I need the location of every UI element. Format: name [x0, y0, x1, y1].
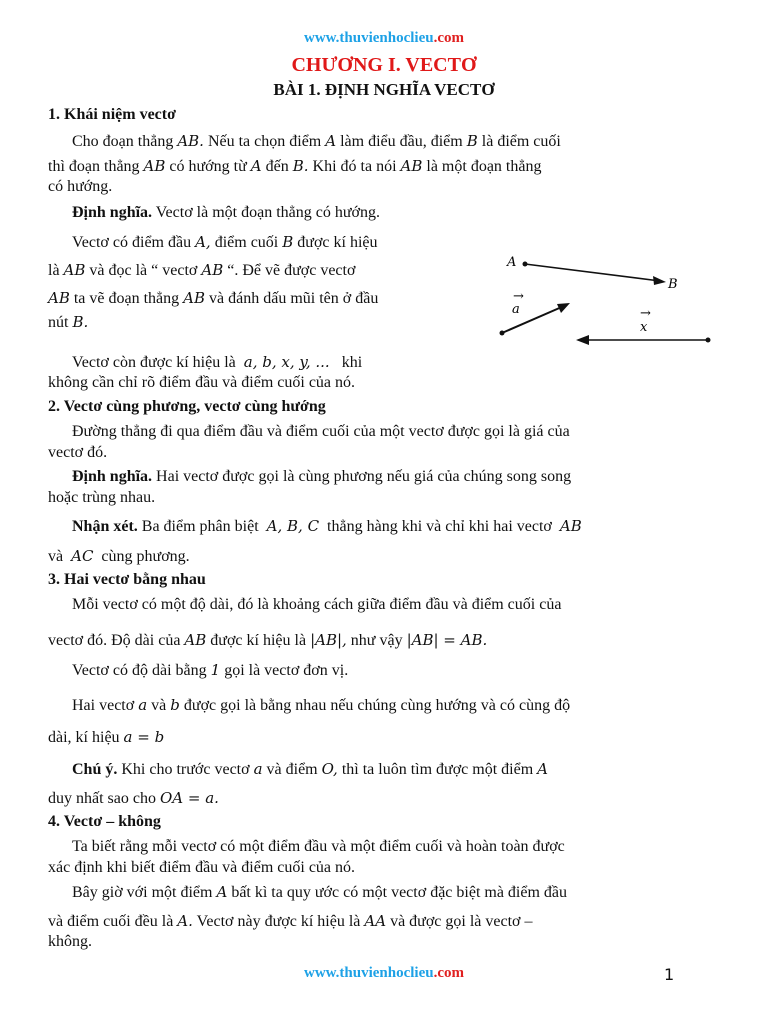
section-1-title: 1. Khái niệm vectơ — [48, 106, 176, 123]
lesson-title: BÀI 1. ĐỊNH NGHĨA VECTƠ — [273, 80, 495, 99]
vector-a — [500, 303, 571, 336]
s2-remark-line-2: và AC cùng phương. — [48, 547, 190, 565]
s4-line-5: không. — [48, 933, 92, 950]
s3-line-1: Mỗi vectơ có một độ dài, đó là khoảng cách giữa điểm đầu và điểm cuối của — [72, 596, 562, 613]
vector-AB — [523, 262, 667, 286]
s1-line-9: Vectơ còn được kí hiệu là a, b, x, y, ... khi — [72, 353, 363, 371]
vector-x — [576, 335, 711, 345]
s2-def-line-2: hoặc trùng nhau. — [48, 489, 156, 506]
s1-line-5: Vectơ có điểm đầu A, điểm cuối B được kí hiệu — [72, 233, 378, 251]
s1-line-10: không cần chỉ rõ điểm đầu và điểm cuối của nó. — [48, 374, 356, 391]
svg-text:→: → — [513, 289, 524, 304]
s4-line-1: Ta biết rằng mỗi vectơ có một điểm đầu và một điểm cuối và hoàn toàn được — [72, 838, 565, 855]
s4-line-4: và điểm cuối đều là A. Vectơ này được kí hiệu là AA và được gọi là vectơ – — [48, 912, 533, 930]
s3-line-4: Hai vectơ a và b được gọi là bằng nhau nếu chúng cùng hướng và có cùng độ — [72, 696, 571, 714]
vector-x-label: x — [640, 320, 648, 335]
point-A-label: A — [507, 255, 517, 270]
vector-a-label: a — [512, 302, 520, 317]
s1-line-7: AB ta vẽ đoạn thẳng AB và đánh dấu mũi tên ở đầu — [48, 289, 379, 307]
svg-text:→: → — [640, 306, 651, 321]
s2-definition: Định nghĩa. Hai vectơ được gọi là cùng phương nếu giá của chúng song song — [72, 468, 572, 485]
s3-line-2: vectơ đó. Độ dài của AB được kí hiệu là |AB|, như vậy |AB| = AB. — [48, 631, 488, 649]
s1-line-6: là AB và đọc là “ vectơ AB “. Để vẽ được vectơ — [48, 261, 356, 279]
s2-line-1: Đường thẳng đi qua điểm đầu và điểm cuối của một vectơ được gọi là giá của — [72, 423, 570, 440]
site-url-footer[interactable]: www.thuvienhoclieu.com — [303, 965, 464, 981]
s3-line-5: dài, kí hiệu a = b — [48, 728, 165, 746]
s1-line-1: Cho đoạn thẳng AB. Nếu ta chọn điểm A làm điểu đầu, điểm B là điểm cuối — [72, 132, 561, 150]
s1-definition: Định nghĩa. Vectơ là một đoạn thẳng có hướng. — [72, 204, 380, 221]
s2-line-2: vectơ đó. — [48, 444, 108, 461]
s2-remark: Nhận xét. Ba điểm phân biệt A, B, C thẳng hàng khi và chỉ khi hai vectơ AB — [72, 517, 582, 535]
point-B-label: B — [668, 277, 678, 292]
s3-line-3: Vectơ có độ dài bằng 1 gọi là vectơ đơn vị. — [72, 661, 349, 679]
s1-line-2: thì đoạn thẳng AB có hướng từ A đến B. Khi đó ta nói AB là một đoạn thẳng — [48, 157, 542, 175]
s1-line-8: nút B. — [48, 313, 89, 331]
s1-line-3: có hướng. — [48, 178, 113, 195]
s3-note-line-2: duy nhất sao cho OA = a. — [48, 789, 219, 807]
section-4-title: 4. Vectơ – không — [48, 813, 161, 830]
site-url-top[interactable]: www.thuvienhoclieu.com — [303, 30, 464, 46]
section-2-title: 2. Vectơ cùng phương, vectơ cùng hướng — [48, 398, 326, 415]
chapter-title: CHƯƠNG I. VECTƠ — [291, 54, 477, 76]
vector-figure — [490, 245, 720, 355]
section-3-title: 3. Hai vectơ bằng nhau — [48, 571, 206, 588]
page-number: 1 — [664, 965, 675, 984]
s4-line-3: Bây giờ với một điểm A bất kì ta quy ước có một vectơ đặc biệt mà điểm đầu — [72, 883, 568, 901]
s3-note: Chú ý. Khi cho trước vectơ a và điểm O, thì ta luôn tìm được một điểm A — [72, 760, 548, 778]
s4-line-2: xác định khi biết điểm đầu và điểm cuối của nó. — [48, 859, 356, 876]
